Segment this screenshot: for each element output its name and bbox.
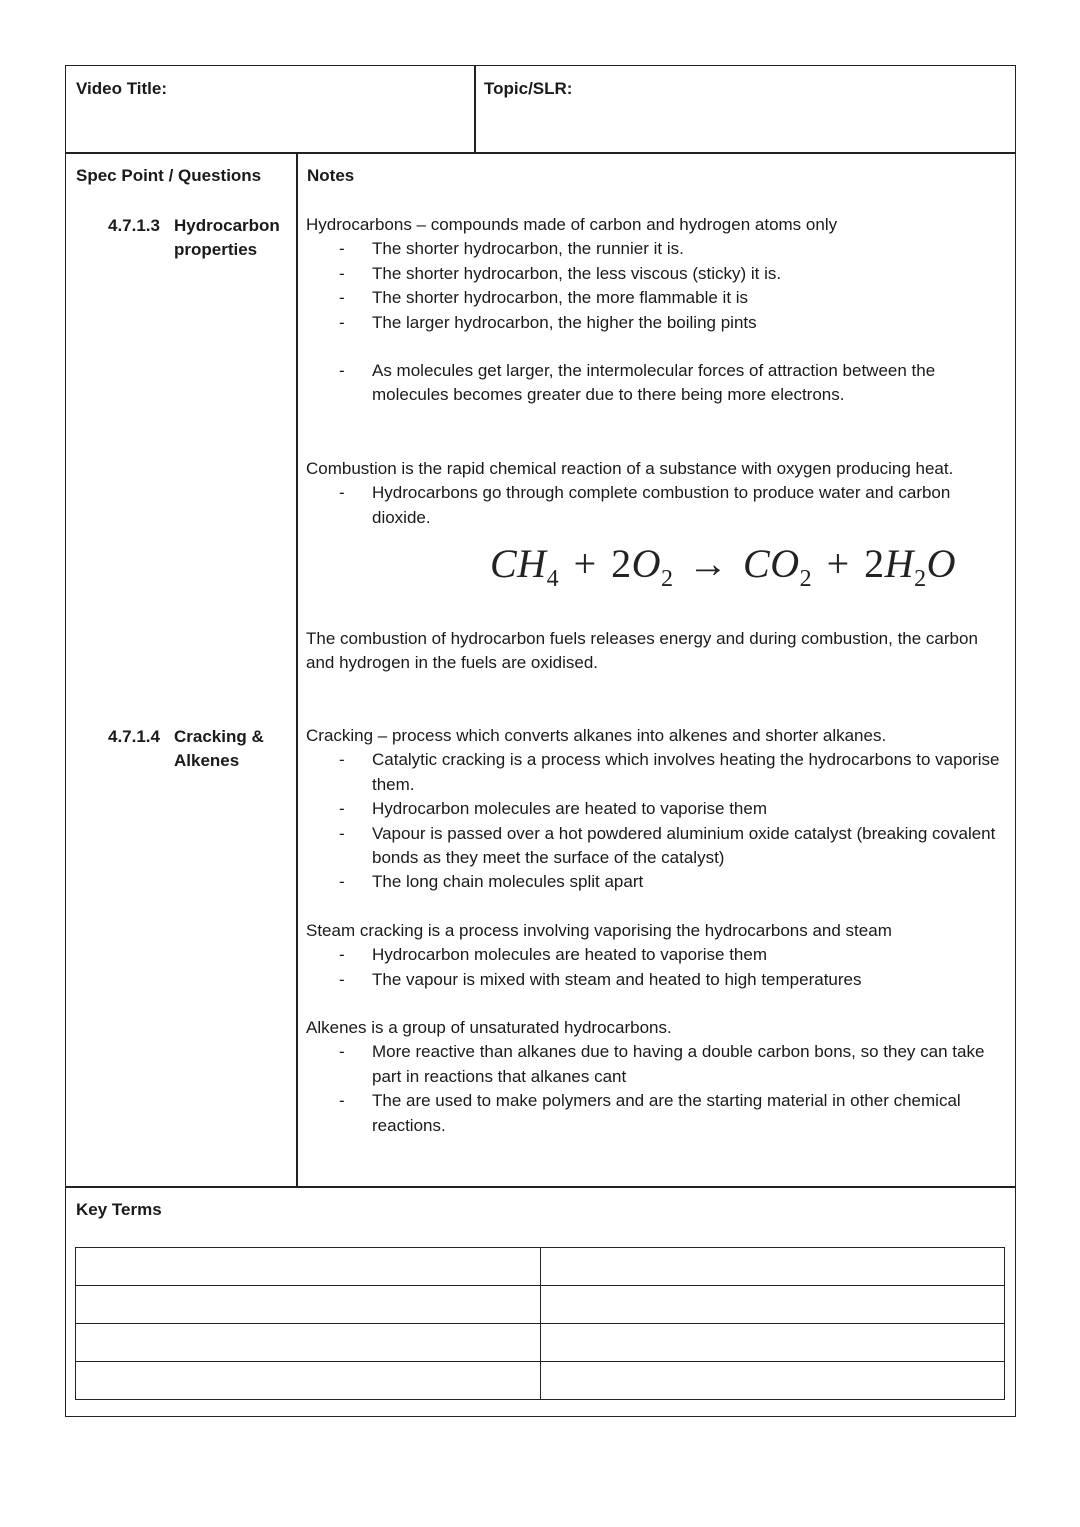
table-row [76,1324,1005,1362]
notes-alkenes [306,1016,1006,1138]
definition-cell[interactable] [540,1362,1005,1400]
notes-column-header: Notes [307,166,355,185]
list-item: - The long chain molecules split apart [306,870,1006,894]
spec-point-number: 4.7.1.4 [108,727,160,746]
notes-intro: Alkenes is a group of unsaturated hydrocarbons. [306,1018,672,1037]
list-item: - Vapour is passed over a hot powdered aluminium oxide catalyst (breaking covalent bonds as they meet the surface of the catalyst) [306,822,1006,871]
list-item: - The shorter hydrocarbon, the more flammable it is [306,286,1006,310]
spec-point-title-cont: Alkenes [174,751,240,770]
video-title-label: Video Title: [76,79,168,98]
notes-intro: Hydrocarbons – compounds made of carbon and hydrogen atoms only [306,215,838,234]
list-item: - Hydrocarbon molecules are heated to vaporise them [306,943,1006,967]
key-terms-label: Key Terms [76,1200,162,1219]
list-item: - The shorter hydrocarbon, the runnier it is. [306,237,1006,261]
table-row [76,1286,1005,1324]
header-bottom-rule [65,152,1016,154]
column-divider [296,152,298,1187]
key-term-cell[interactable] [76,1286,541,1324]
notes-bullet-list [306,1040,1006,1138]
table-row [76,1248,1005,1286]
list-item: - The shorter hydrocarbon, the less viscous (sticky) it is. [306,262,1006,286]
table-row [76,1362,1005,1400]
notes-intro: Cracking – process which converts alkanes into alkenes and shorter alkanes. [306,726,887,745]
spec-column-header: Spec Point / Questions [76,166,262,185]
spec-point-number: 4.7.1.3 [108,216,160,235]
notes-steam-cracking [306,919,1006,992]
notes-bullet-list [306,481,1006,530]
definition-cell[interactable] [540,1248,1005,1286]
notes-intro: Steam cracking is a process involving vaporising the hydrocarbons and steam [306,921,892,940]
list-item: - More reactive than alkanes due to having a double carbon bons, so they can take part in reactions that alkanes cant [306,1040,1006,1089]
notes-hydrocarbon-properties [306,213,1006,335]
notes-intermolecular-forces [306,359,1006,408]
key-term-cell[interactable] [76,1248,541,1286]
spec-point-hydrocarbon [108,214,280,262]
notes-bullet-list [306,237,1006,335]
list-item: - Hydrocarbon molecules are heated to vaporise them [306,797,1006,821]
list-item: - The are used to make polymers and are the starting material in other chemical reactions. [306,1089,1006,1138]
combustion-equation: $CH_4 + 2O_2 \to CO_2 + 2H_2O$ [490,541,956,592]
notes-bullet-list [306,943,1006,992]
notes-cracking [306,724,1006,895]
key-terms-table [75,1247,1005,1400]
spec-point-cracking [108,725,264,773]
key-term-cell[interactable] [76,1324,541,1362]
notes-intro: Combustion is the rapid chemical reaction of a substance with oxygen producing heat. [306,459,954,478]
key-term-cell[interactable] [76,1362,541,1400]
notes-combustion [306,457,1006,530]
list-item: - Hydrocarbons go through complete combustion to produce water and carbon dioxide. [306,481,1006,530]
definition-cell[interactable] [540,1324,1005,1362]
definition-cell[interactable] [540,1286,1005,1324]
spec-point-title: Cracking & [174,727,264,746]
topic-label: Topic/SLR: [484,79,573,98]
notes-bullet-list [306,748,1006,894]
notes-bullet-list [306,359,1006,408]
notes-paragraph: The combustion of hydrocarbon fuels releases energy and during combustion, the carbon and hydrogen in the fuels are oxidised. [306,629,978,673]
spec-point-title: Hydrocarbon [174,216,280,235]
notes-combustion-energy [306,627,1006,676]
list-item: - The larger hydrocarbon, the higher the boiling pints [306,311,1006,335]
header-divider [474,65,476,153]
list-item: - The vapour is mixed with steam and heated to high temperatures [306,968,1006,992]
list-item: - As molecules get larger, the intermolecular forces of attraction between the molecules becomes greater due to there being more electrons. [306,359,1006,408]
notes-bottom-rule [65,1186,1016,1188]
list-item: - Catalytic cracking is a process which involves heating the hydrocarbons to vaporise them. [306,748,1006,797]
spec-point-title-cont: properties [174,240,258,259]
